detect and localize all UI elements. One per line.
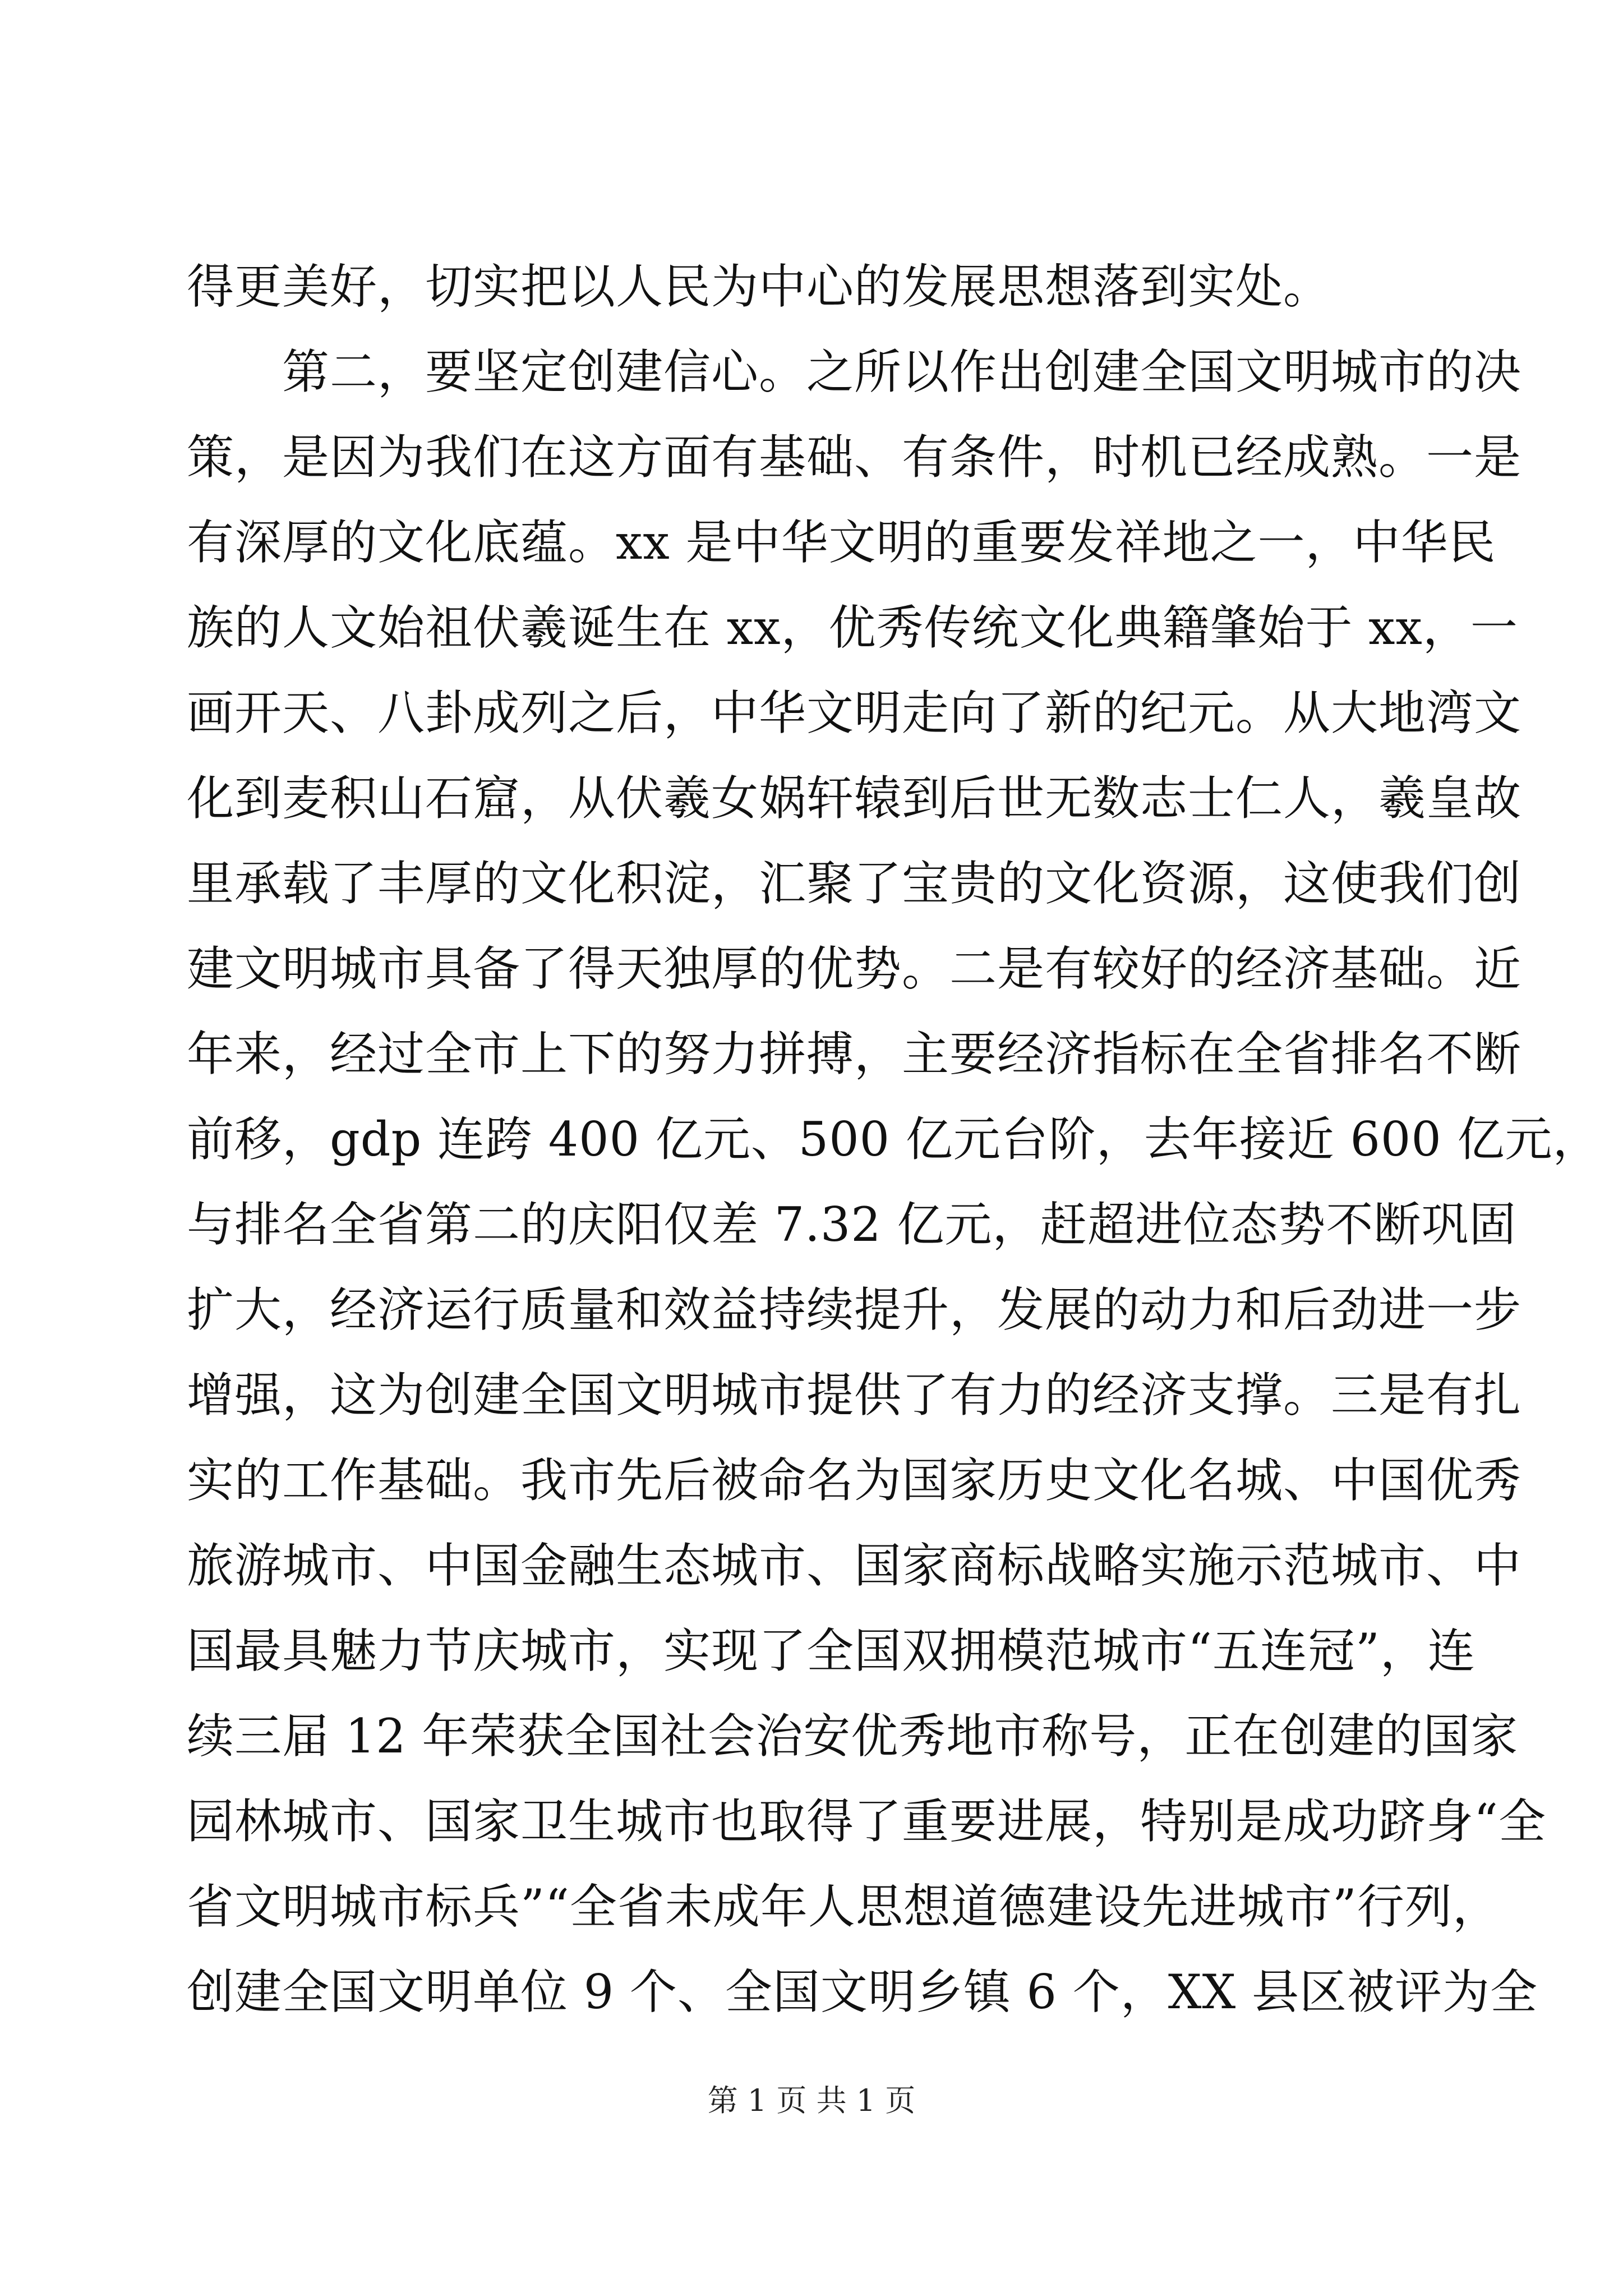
text-line: 里承载了丰厚的文化积淀，汇聚了宝贵的文化资源，这使我们创 [187, 856, 1522, 911]
text-line: 创建全国文明单位 9 个、全国文明乡镇 6 个，XX 县区被评为全 [187, 1964, 1538, 2019]
text-line: 建文明城市具备了得天独厚的优势。二是有较好的经济基础。近 [187, 941, 1522, 996]
text-line: 族的人文始祖伏羲诞生在 xx，优秀传统文化典籍肇始于 xx，一 [187, 600, 1518, 655]
text-line: 年来，经过全市上下的努力拼搏，主要经济指标在全省排名不断 [187, 1027, 1522, 1082]
text-line: 前移，gdp 连跨 400 亿元、500 亿元台阶，去年接近 600 亿元， [187, 1112, 1601, 1167]
text-line: 有深厚的文化底蕴。xx 是中华文明的重要发祥地之一，中华民 [187, 515, 1496, 570]
text-line: 国最具魅力节庆城市，实现了全国双拥模范城市“五连冠”，连 [187, 1623, 1476, 1678]
text-line: 增强，这为创建全国文明城市提供了有力的经济支撑。三是有扎 [187, 1368, 1522, 1423]
text-line: 园林城市、国家卫生城市也取得了重要进展，特别是成功跻身“全 [187, 1794, 1546, 1849]
text-line: 策，是因为我们在这方面有基础、有条件，时机已经成熟。一是 [187, 430, 1522, 485]
page-number-footer: 第 1 页 共 1 页 [707, 2083, 916, 2118]
text-line: 续三届 12 年荣获全国社会治安优秀地市称号，正在创建的国家 [187, 1709, 1519, 1764]
text-line: 得更美好，切实把以人民为中心的发展思想落到实处。 [187, 259, 1331, 314]
text-line: 第二，要坚定创建信心。之所以作出创建全国文明城市的决 [187, 344, 1522, 399]
text-line: 扩大，经济运行质量和效益持续提升，发展的动力和后劲进一步 [187, 1282, 1522, 1337]
text-line: 画开天、八卦成列之后，中华文明走向了新的纪元。从大地湾文 [187, 685, 1522, 740]
text-line: 实的工作基础。我市先后被命名为国家历史文化名城、中国优秀 [187, 1453, 1522, 1508]
document-body [187, 244, 1601, 2035]
text-line: 与排名全省第二的庆阳仅差 7.32 亿元，赶超进位态势不断巩固 [187, 1197, 1517, 1252]
text-line: 旅游城市、中国金融生态城市、国家商标战略实施示范城市、中 [187, 1538, 1522, 1593]
text-line: 省文明城市标兵”“全省未成年人思想道德建设先进城市”行列， [187, 1879, 1500, 1934]
text-line: 化到麦积山石窟，从伏羲女娲轩辕到后世无数志士仁人，羲皇故 [187, 771, 1522, 826]
